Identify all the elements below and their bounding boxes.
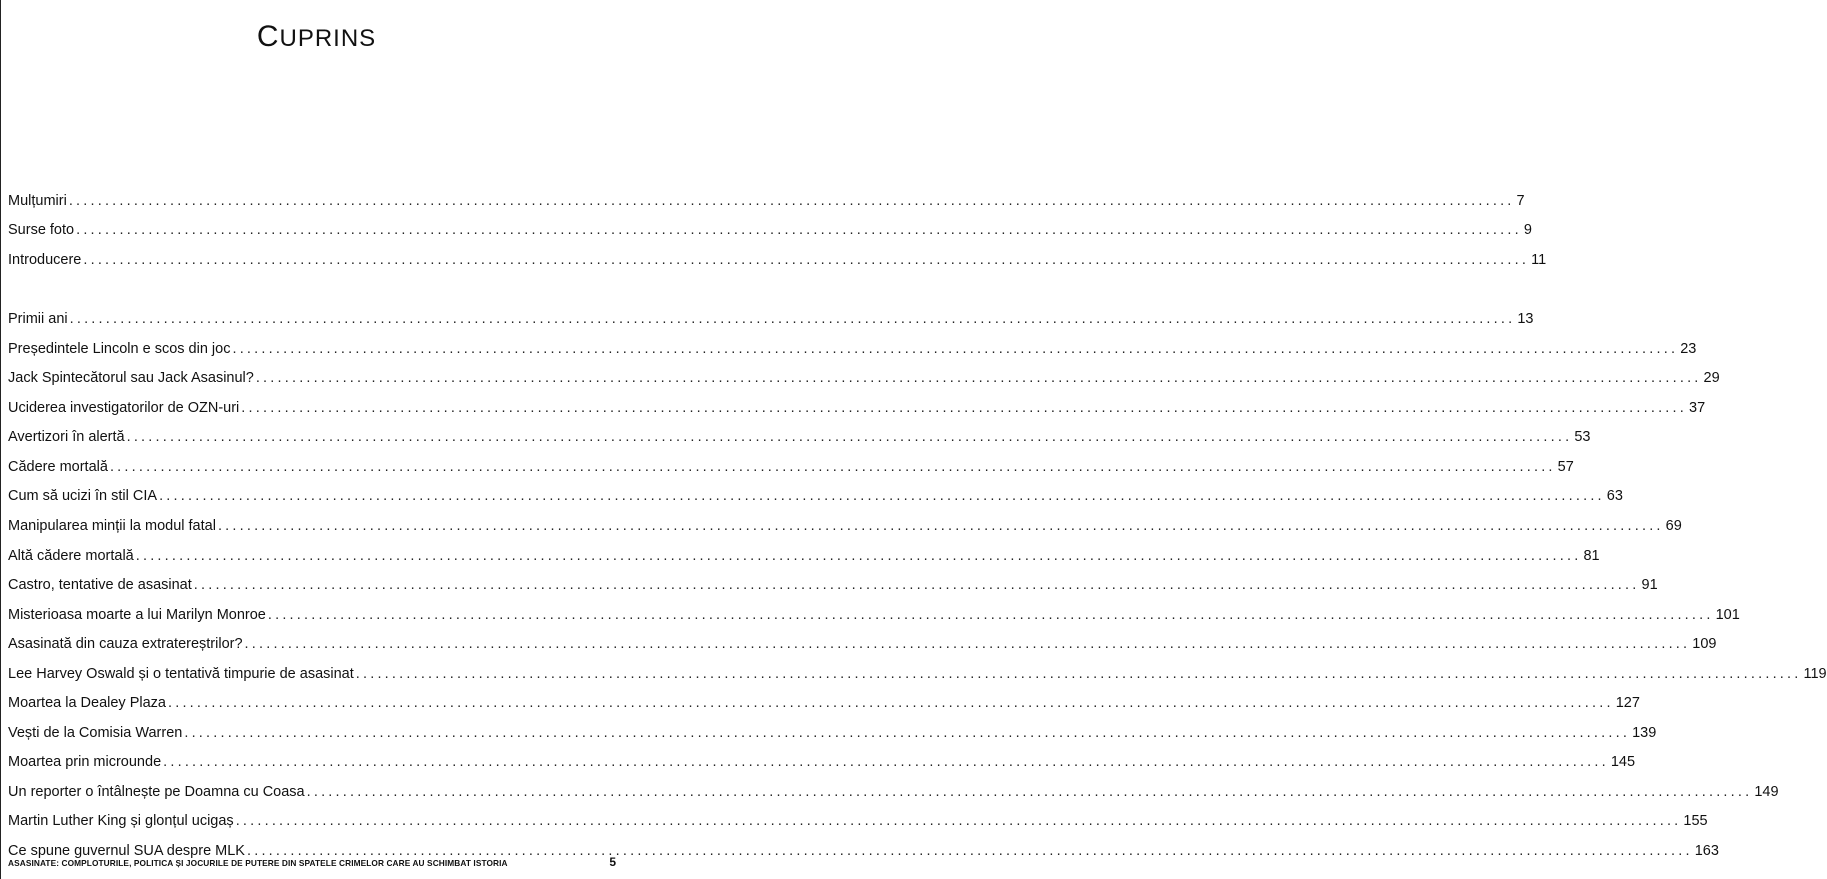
toc-entry-page: 163 bbox=[1694, 843, 1719, 860]
dot-leader: ........................................................................................................................................................................................................ bbox=[244, 636, 1691, 653]
toc-entry-page: 53 bbox=[1574, 429, 1591, 446]
title-rest: UPRINS bbox=[279, 25, 377, 52]
toc-entry bbox=[8, 535, 1600, 565]
page-title bbox=[0, 20, 633, 54]
dot-leader: ........................................................................................................................................................................................................ bbox=[159, 488, 1605, 505]
toc-entry-page: 127 bbox=[1615, 695, 1640, 712]
toc-entry bbox=[8, 239, 1547, 269]
toc-entry-title: Cum să ucizi în stil CIA bbox=[8, 488, 158, 505]
toc-entry-title: Președintele Lincoln e scos din joc bbox=[8, 340, 231, 357]
dot-leader: ........................................................................................................................................................................................................ bbox=[246, 843, 1693, 860]
dot-leader: ........................................................................................................................................................................................................ bbox=[232, 340, 1679, 357]
dot-leader: ........................................................................................................................................................................................................ bbox=[355, 665, 1802, 682]
toc-entry-page: 29 bbox=[1703, 370, 1720, 387]
dot-leader: ........................................................................................................................................................................................................ bbox=[126, 429, 1573, 446]
toc-entry bbox=[8, 505, 1682, 535]
toc-entry-title: Misterioasa moarte a lui Marilyn Monroe bbox=[8, 606, 266, 623]
toc-entry-title: Manipularea minții la modul fatal bbox=[8, 518, 216, 535]
dot-leader: ........................................................................................................................................................................................................ bbox=[255, 370, 1702, 387]
toc-entry bbox=[8, 801, 1708, 831]
toc-entry bbox=[8, 594, 1740, 624]
front-matter-list bbox=[8, 180, 1547, 269]
toc-entry-page: 13 bbox=[1517, 311, 1534, 328]
toc-entry-page: 11 bbox=[1531, 251, 1547, 268]
dot-leader: ........................................................................................................................................................................................................ bbox=[135, 547, 1582, 564]
dot-leader: ........................................................................................................................................................................................................ bbox=[217, 518, 1664, 535]
toc-entry-title: Uciderea investigatorilor de OZN-uri bbox=[8, 399, 240, 416]
toc-entry-page: 9 bbox=[1523, 222, 1532, 239]
toc-entry-title: Avertizori în alertă bbox=[8, 429, 125, 446]
toc-entry-title: Moartea prin microunde bbox=[8, 754, 162, 771]
section-gap bbox=[8, 269, 610, 299]
toc-entry bbox=[8, 683, 1640, 713]
toc-entry-title: Primii ani bbox=[8, 311, 68, 328]
toc-entry-page: 155 bbox=[1683, 813, 1708, 830]
toc-entry-title: Castro, tentative de asasinat bbox=[8, 577, 192, 594]
toc-entry-title: Ce spune guvernul SUA despre MLK bbox=[8, 843, 245, 860]
dot-leader: ........................................................................................................................................................................................................ bbox=[109, 458, 1556, 475]
toc-entry bbox=[8, 210, 1532, 240]
toc-entry-page: 23 bbox=[1680, 340, 1697, 357]
toc-entry-title: Altă cădere mortală bbox=[8, 547, 134, 564]
dot-leader: ........................................................................................................................................................................................................ bbox=[69, 311, 1516, 328]
toc-entry bbox=[8, 653, 1827, 683]
toc-entry-page: 101 bbox=[1715, 606, 1740, 623]
dot-leader: ........................................................................................................................................................................................................ bbox=[68, 192, 1515, 209]
toc-entry-page: 91 bbox=[1641, 577, 1658, 594]
dot-leader: ........................................................................................................................................................................................................ bbox=[76, 222, 1522, 239]
dot-leader: ........................................................................................................................................................................................................ bbox=[163, 754, 1609, 771]
toc-entry bbox=[8, 180, 1525, 210]
toc-entry bbox=[8, 565, 1658, 595]
dot-leader: ........................................................................................................................................................................................................ bbox=[167, 695, 1614, 712]
title-initial: C bbox=[256, 20, 280, 53]
dot-leader: ........................................................................................................................................................................................................ bbox=[235, 813, 1682, 830]
toc-entry-title: Cădere mortală bbox=[8, 458, 108, 475]
toc-entry bbox=[8, 771, 1779, 801]
toc-entry-page: 57 bbox=[1557, 458, 1574, 475]
running-title: ASASINATE: COMPLOTURILE, POLITICA ȘI JOCURILE DE PUTERE DIN SPATELE CRIMELOR CARE AU SCHIMBAT ISTORIA bbox=[8, 858, 508, 868]
toc-entry bbox=[8, 624, 1717, 654]
dot-leader: ........................................................................................................................................................................................................ bbox=[241, 399, 1687, 416]
toc-entry-title: Martin Luther King și glonțul ucigaș bbox=[8, 813, 234, 830]
chapter-list bbox=[8, 299, 1827, 860]
toc-entry-title: Jack Spintecătorul sau Jack Asasinul? bbox=[8, 370, 254, 387]
toc-entry-title: Asasinată din cauza extratereștrilor? bbox=[8, 636, 243, 653]
toc-entry-page: 139 bbox=[1632, 724, 1657, 741]
toc-entry bbox=[8, 358, 1720, 388]
toc-entry-title: Mulțumiri bbox=[8, 192, 67, 209]
page-footer bbox=[8, 855, 616, 869]
toc-entry-title: Un reporter o întâlnește pe Doamna cu Coasa bbox=[8, 783, 305, 800]
toc-entry-page: 81 bbox=[1583, 547, 1600, 564]
toc-entry-title: Introducere bbox=[8, 251, 82, 268]
table-of-contents bbox=[8, 180, 1827, 860]
toc-entry bbox=[8, 712, 1657, 742]
dot-leader: ........................................................................................................................................................................................................ bbox=[306, 783, 1753, 800]
toc-entry-title: Vești de la Comisia Warren bbox=[8, 724, 183, 741]
toc-entry bbox=[8, 299, 1534, 329]
toc-entry-title: Surse foto bbox=[8, 222, 75, 239]
toc-entry bbox=[8, 417, 1591, 447]
toc-entry bbox=[8, 328, 1697, 358]
toc-entry bbox=[8, 476, 1623, 506]
page-edge-rule bbox=[0, 0, 1, 879]
page-number: 5 bbox=[609, 855, 616, 869]
toc-entry-page: 69 bbox=[1665, 518, 1682, 535]
toc-entry-title: Lee Harvey Oswald și o tentativă timpurie de asasinat bbox=[8, 665, 354, 682]
toc-entry-page: 149 bbox=[1754, 783, 1779, 800]
toc-entry-page: 109 bbox=[1692, 636, 1717, 653]
dot-leader: ........................................................................................................................................................................................................ bbox=[193, 577, 1640, 594]
toc-entry bbox=[8, 446, 1574, 476]
toc-entry bbox=[8, 742, 1636, 772]
toc-entry-title: Moartea la Dealey Plaza bbox=[8, 695, 166, 712]
toc-entry-page: 119 bbox=[1803, 665, 1827, 682]
dot-leader: ........................................................................................................................................................................................................ bbox=[83, 251, 1530, 268]
toc-entry-page: 63 bbox=[1606, 488, 1623, 505]
dot-leader: ........................................................................................................................................................................................................ bbox=[267, 606, 1714, 623]
toc-entry-page: 37 bbox=[1689, 399, 1706, 416]
toc-entry-page: 7 bbox=[1516, 192, 1525, 209]
toc-entry bbox=[8, 387, 1706, 417]
dot-leader: ........................................................................................................................................................................................................ bbox=[184, 724, 1631, 741]
toc-entry-page: 145 bbox=[1610, 754, 1636, 771]
